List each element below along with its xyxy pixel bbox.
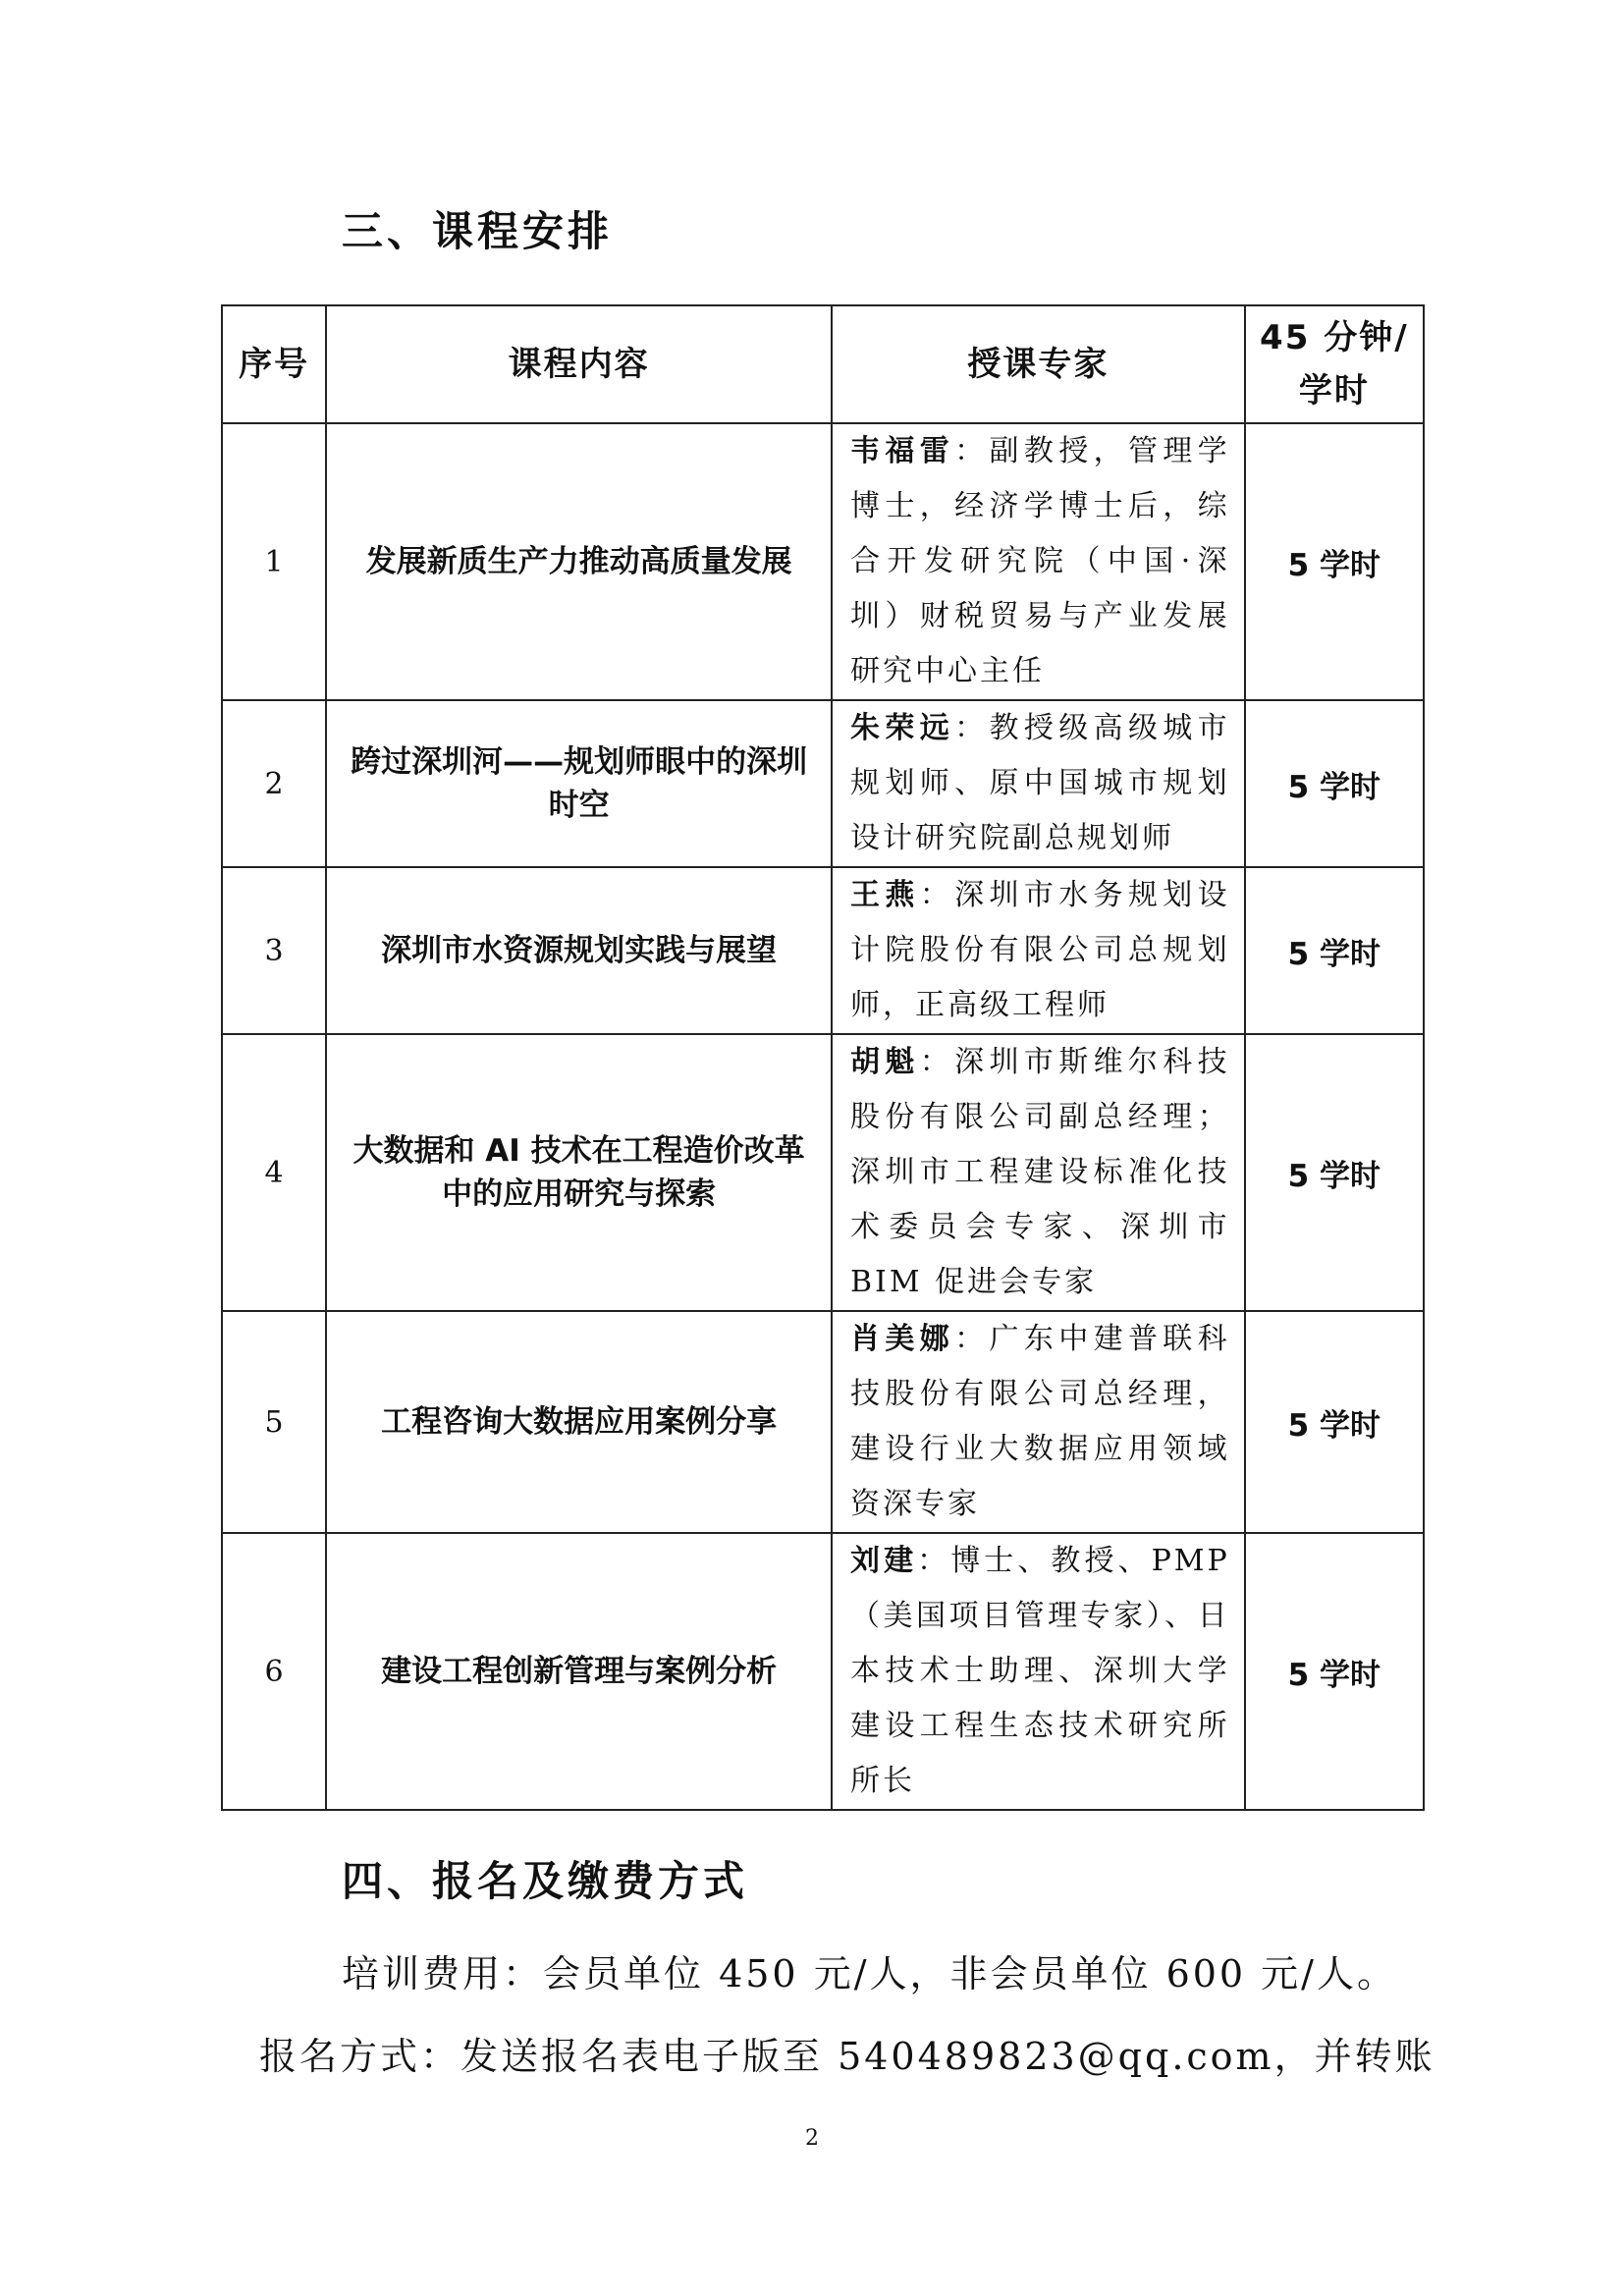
expert-desc: ：副教授，管理学博士，经济学博士后，综合开发研究院（中国·深圳）财税贸易与产业发展研究中心主任: [850, 434, 1230, 688]
row-no: 1: [222, 423, 326, 700]
row-expert: [832, 1533, 1245, 1810]
register-paragraph: 报名方式：发送报名表电子版至 540489823@qq.com，并转账: [259, 2035, 1435, 2078]
row-expert: [832, 867, 1245, 1034]
course-table: [221, 304, 1425, 1811]
row-no: 5: [222, 1311, 326, 1533]
header-content: 课程内容: [326, 305, 832, 423]
row-no: 6: [222, 1533, 326, 1810]
expert-desc: ：深圳市水务规划设计院股份有限公司总规划师，正高级工程师: [850, 878, 1230, 1022]
row-expert: [832, 700, 1245, 867]
header-no: 序号: [222, 305, 326, 423]
expert-name: 胡魁: [850, 1045, 920, 1079]
row-content: 建设工程创新管理与案例分析: [326, 1533, 832, 1810]
expert-name: 王燕: [850, 878, 920, 912]
table-row: [222, 700, 1424, 867]
table-row: [222, 1533, 1424, 1810]
section3-heading: 三、课程安排: [342, 207, 614, 255]
expert-desc: ：广东中建普联科技股份有限公司总经理，建设行业大数据应用领域资深专家: [850, 1322, 1230, 1521]
expert-desc: ：深圳市斯维尔科技股份有限公司副总经理；深圳市工程建设标准化技术委员会专家、深圳市 BIM 促进会专家: [850, 1045, 1230, 1299]
expert-name: 朱荣远: [850, 711, 955, 745]
row-content: 深圳市水资源规划实践与展望: [326, 867, 832, 1034]
row-content: 发展新质生产力推动高质量发展: [326, 423, 832, 700]
row-content: 跨过深圳河——规划师眼中的深圳时空: [326, 700, 832, 867]
row-hours: 5 学时: [1245, 1311, 1424, 1533]
row-no: 3: [222, 867, 326, 1034]
row-expert: [832, 1311, 1245, 1533]
table-row: [222, 1034, 1424, 1311]
row-expert: [832, 1034, 1245, 1311]
row-hours: 5 学时: [1245, 1533, 1424, 1810]
table-row: [222, 1311, 1424, 1533]
expert-desc: ：博士、教授、PMP（美国项目管理专家）、日本技术士助理、深圳大学建设工程生态技术研究所所长: [850, 1544, 1230, 1798]
row-no: 2: [222, 700, 326, 867]
expert-desc: ：教授级高级城市规划师、原中国城市规划设计研究院副总规划师: [850, 711, 1230, 855]
section4-heading: 四、报名及缴费方式: [342, 1857, 749, 1905]
header-expert: 授课专家: [832, 305, 1245, 423]
row-hours: 5 学时: [1245, 867, 1424, 1034]
fee-paragraph: 培训费用：会员单位 450 元/人，非会员单位 600 元/人。: [342, 1952, 1397, 1995]
table-row: [222, 867, 1424, 1034]
header-hours: 45 分钟/学时: [1245, 305, 1424, 423]
row-hours: 5 学时: [1245, 423, 1424, 700]
expert-name: 肖美娜: [850, 1322, 955, 1356]
row-content: 大数据和 AI 技术在工程造价改革中的应用研究与探索: [326, 1034, 832, 1311]
row-hours: 5 学时: [1245, 1034, 1424, 1311]
page-number: 2: [805, 2126, 819, 2151]
row-expert: [832, 423, 1245, 700]
expert-name: 韦福雷: [850, 434, 955, 468]
row-content: 工程咨询大数据应用案例分享: [326, 1311, 832, 1533]
row-no: 4: [222, 1034, 326, 1311]
table-row: [222, 423, 1424, 700]
table-header-row: [222, 305, 1424, 423]
row-hours: 5 学时: [1245, 700, 1424, 867]
expert-name: 刘建: [850, 1544, 918, 1578]
